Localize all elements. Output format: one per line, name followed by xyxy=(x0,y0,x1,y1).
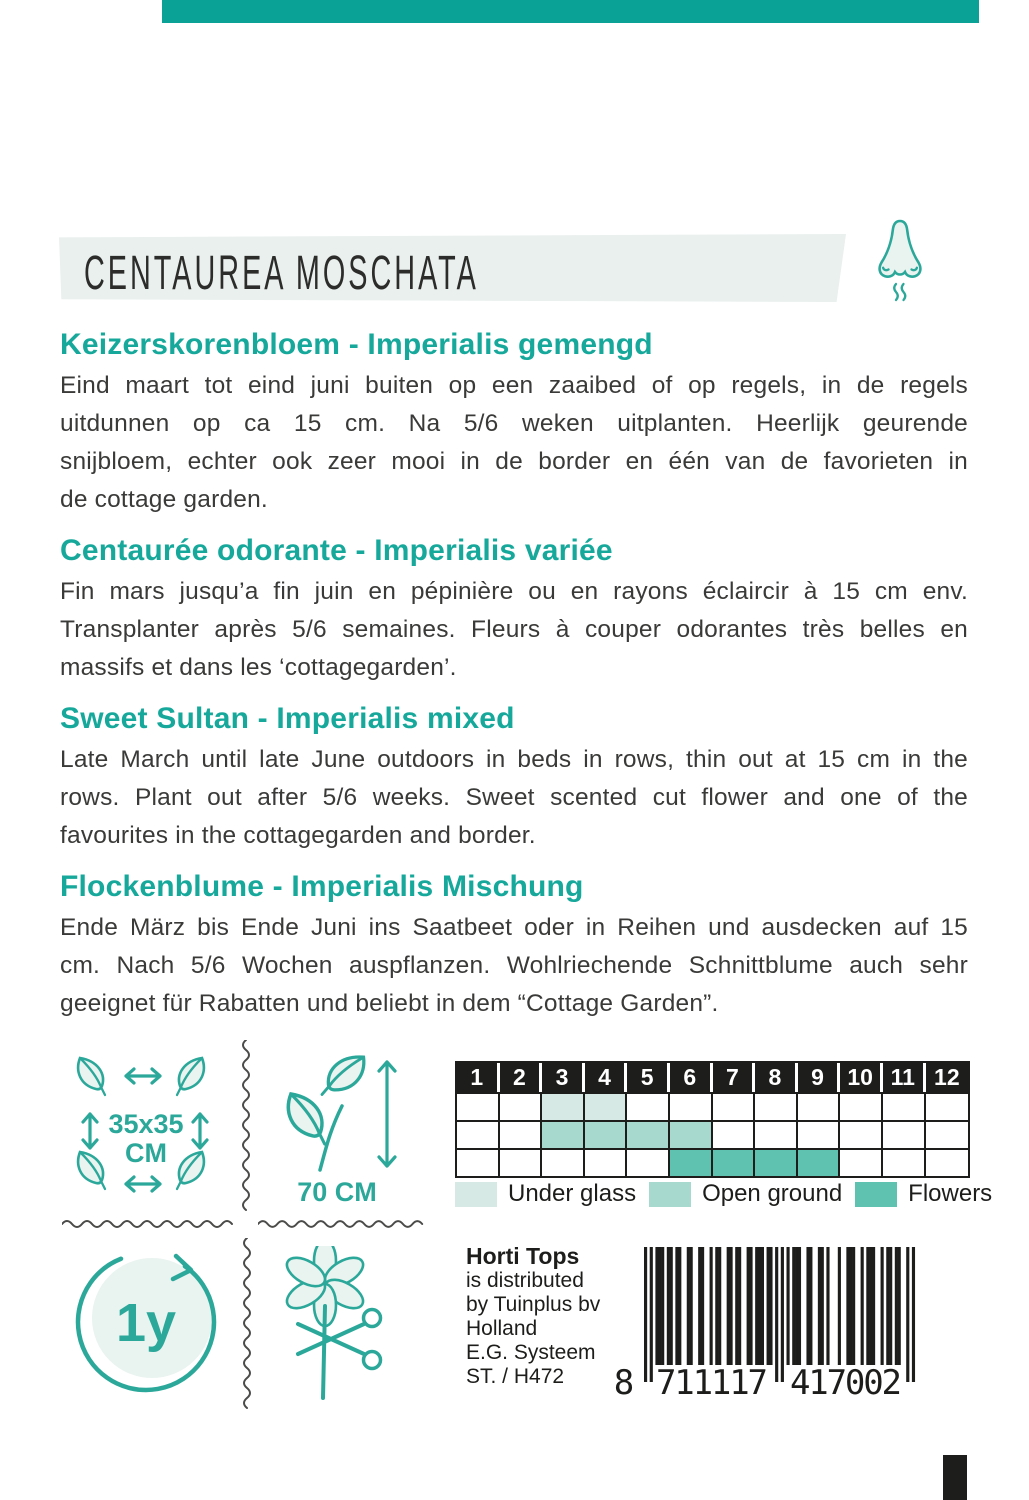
barcode-bar xyxy=(886,1247,889,1365)
spacing-label xyxy=(100,1110,192,1168)
barcode-bar xyxy=(826,1247,829,1365)
legend-item xyxy=(649,1180,842,1208)
barcode-bar xyxy=(755,1247,758,1365)
barcode-bar xyxy=(730,1247,733,1365)
calendar-month-header-cell: 6 xyxy=(670,1063,713,1092)
divider-wavy-vertical-2 xyxy=(241,1238,253,1420)
description-section-en xyxy=(60,700,968,855)
calendar-month-header-cell: 11 xyxy=(883,1063,926,1092)
barcode-bar xyxy=(690,1247,693,1365)
calendar-cell xyxy=(926,1092,969,1120)
body-line: massifs et dans les ‘cottagegarden’. xyxy=(60,654,457,681)
annual-cycle-label: 1y xyxy=(115,1293,177,1353)
barcode-bar xyxy=(787,1247,790,1365)
top-accent-bar xyxy=(162,0,979,23)
barcode-bar xyxy=(644,1247,647,1382)
calendar-cell xyxy=(585,1148,628,1176)
barcode-bar xyxy=(889,1247,892,1365)
calendar-cell xyxy=(457,1092,500,1120)
barcode-bar xyxy=(767,1247,770,1365)
corner-print-mark xyxy=(943,1455,967,1500)
calendar-cell xyxy=(798,1148,841,1176)
calendar-cell xyxy=(670,1148,713,1176)
distributor-name: Horti Tops xyxy=(466,1243,580,1269)
barcode-bar xyxy=(881,1247,884,1365)
calendar-month-header-cell: 1 xyxy=(457,1063,500,1092)
spacing-value: 35x35 xyxy=(108,1109,184,1139)
page-title: CENTAUREA MOSCHATA xyxy=(84,247,479,300)
calendar-cell xyxy=(798,1092,841,1120)
barcode-bar xyxy=(912,1247,915,1382)
calendar-cell xyxy=(840,1148,883,1176)
calendar-cell xyxy=(755,1092,798,1120)
distributor-line: Holland xyxy=(466,1317,538,1340)
barcode-bar xyxy=(866,1247,869,1365)
barcode-bar xyxy=(775,1247,778,1382)
calendar-cell xyxy=(798,1120,841,1148)
section-heading: Centaurée odorante - Imperialis variée xyxy=(60,534,613,567)
body-line: favourites in the cottagegarden and border. xyxy=(60,822,536,849)
barcode-bar xyxy=(727,1247,730,1365)
calendar-cell xyxy=(542,1148,585,1176)
legend-swatch xyxy=(855,1182,897,1207)
calendar-month-header-cell: 2 xyxy=(500,1063,543,1092)
body-line: Late March until late June outdoors in beds in rows, thin out at 15 cm in the xyxy=(60,746,968,773)
calendar-legend xyxy=(455,1180,1005,1208)
barcode-bar xyxy=(792,1247,795,1365)
barcode-bar xyxy=(687,1247,690,1365)
calendar-cell xyxy=(457,1148,500,1176)
body-line: snijbloem, echter ook zeer mooi in de border en één van de favorieten in xyxy=(60,448,968,475)
legend-label: Open ground xyxy=(702,1180,843,1207)
legend-item xyxy=(855,1180,992,1208)
calendar-cell xyxy=(713,1148,756,1176)
barcode xyxy=(610,1247,922,1399)
section-heading: Flockenblume - Imperialis Mischung xyxy=(60,870,584,903)
calendar-cell xyxy=(755,1148,798,1176)
barcode-bar xyxy=(655,1247,658,1365)
calendar-month-header-cell: 10 xyxy=(840,1063,883,1092)
body-line: cm. Nach 5/6 Wochen auspflanzen. Wohlriechende Schnittblume auch sehr xyxy=(60,952,968,979)
distributor-line: ST. / H472 xyxy=(466,1365,565,1388)
barcode-bar xyxy=(761,1247,764,1365)
calendar-cell xyxy=(670,1120,713,1148)
legend-label: Under glass xyxy=(508,1180,637,1207)
barcode-bar xyxy=(670,1247,673,1365)
body-line: Ende März bis Ende Juni ins Saatbeet oder in Reihen und ausdecken auf 15 xyxy=(60,914,968,941)
barcode-bar xyxy=(675,1247,678,1365)
body-line: de cottage garden. xyxy=(60,486,268,513)
barcode-bar xyxy=(758,1247,761,1365)
calendar-cell xyxy=(457,1120,500,1148)
body-line: geeignet für Rabatten und beliebt in dem “Cottage Garden”. xyxy=(60,990,719,1017)
calendar-cell xyxy=(883,1092,926,1120)
barcode-bar xyxy=(718,1247,721,1365)
barcode-bar xyxy=(710,1247,713,1365)
calendar-cell xyxy=(500,1120,543,1148)
barcode-bar xyxy=(895,1247,898,1365)
calendar-month-header-cell: 4 xyxy=(585,1063,628,1092)
description-section-nl xyxy=(60,326,968,519)
barcode-bar xyxy=(861,1247,864,1365)
calendar-cell xyxy=(585,1092,628,1120)
legend-swatch xyxy=(455,1182,497,1207)
height-label: 70 CM xyxy=(297,1177,377,1207)
calendar-cell xyxy=(627,1120,670,1148)
calendar-cell xyxy=(713,1120,756,1148)
calendar-cell xyxy=(840,1092,883,1120)
sowing-calendar xyxy=(455,1061,970,1178)
distributor-line: is distributed xyxy=(466,1269,584,1292)
barcode-bar xyxy=(906,1247,909,1382)
barcode-bar xyxy=(898,1247,901,1365)
body-line: rows. Plant out after 5/6 weeks. Sweet scented cut flower and one of the xyxy=(60,784,968,811)
barcode-bar xyxy=(806,1247,809,1365)
calendar-month-header-cell: 12 xyxy=(926,1063,969,1092)
barcode-bar xyxy=(838,1247,841,1365)
calendar-month-header-cell: 9 xyxy=(798,1063,841,1092)
calendar-cell xyxy=(670,1092,713,1120)
spacing-unit: CM xyxy=(125,1138,167,1168)
barcode-bar xyxy=(661,1247,664,1365)
barcode-bar xyxy=(849,1247,852,1365)
barcode-bar xyxy=(852,1247,855,1365)
description-sections xyxy=(60,326,968,1036)
barcode-bar xyxy=(821,1247,824,1365)
distributor-info xyxy=(466,1243,600,1389)
cut-flower-icon xyxy=(278,1246,388,1416)
calendar-cell xyxy=(500,1092,543,1120)
calendar-cell xyxy=(627,1092,670,1120)
calendar-cell xyxy=(542,1092,585,1120)
calendar-month-header-cell: 7 xyxy=(713,1063,756,1092)
barcode-bar xyxy=(735,1247,738,1365)
barcode-bar xyxy=(869,1247,872,1365)
description-section-fr xyxy=(60,532,968,687)
barcode-bar xyxy=(715,1247,718,1365)
barcode-bar xyxy=(678,1247,681,1365)
calendar-cell xyxy=(627,1148,670,1176)
barcode-bar xyxy=(872,1247,875,1365)
barcode-bar xyxy=(667,1247,670,1365)
distributor-line: E.G. Systeem xyxy=(466,1341,596,1364)
plant-height-icon xyxy=(270,1050,400,1180)
scent-nose-icon xyxy=(870,218,930,320)
barcode-bar xyxy=(781,1247,784,1382)
calendar-cell xyxy=(883,1120,926,1148)
calendar-cell xyxy=(500,1148,543,1176)
section-heading: Keizerskorenbloem - Imperialis gemengd xyxy=(60,328,653,361)
barcode-bar xyxy=(738,1247,741,1365)
divider-wavy-horizontal-2 xyxy=(258,1218,428,1230)
description-section-de xyxy=(60,868,968,1023)
legend-swatch xyxy=(649,1182,691,1207)
calendar-cell xyxy=(585,1120,628,1148)
divider-wavy-vertical-1 xyxy=(240,1040,252,1222)
divider-wavy-horizontal-1 xyxy=(62,1218,238,1230)
calendar-month-header-cell: 5 xyxy=(627,1063,670,1092)
barcode-bar xyxy=(818,1247,821,1365)
calendar-cell xyxy=(926,1148,969,1176)
barcode-bar xyxy=(846,1247,849,1365)
barcode-bar xyxy=(795,1247,798,1365)
barcode-bar xyxy=(701,1247,704,1365)
calendar-cell xyxy=(926,1120,969,1148)
body-line: Fin mars jusqu’a fin juin en pépinière ou en rayons éclaircir à 15 cm env. xyxy=(60,578,968,605)
barcode-digit-left: 8 xyxy=(613,1363,635,1399)
calendar-cell xyxy=(713,1092,756,1120)
barcode-bar xyxy=(798,1247,801,1365)
calendar-cell xyxy=(840,1120,883,1148)
barcode-group-right: 417002 xyxy=(790,1363,902,1399)
barcode-bar xyxy=(650,1247,653,1382)
calendar-cell xyxy=(542,1120,585,1148)
body-line: Eind maart tot eind juni buiten op een zaaibed of op regels, in de regels xyxy=(60,372,968,399)
barcode-bar xyxy=(749,1247,752,1365)
section-heading: Sweet Sultan - Imperialis mixed xyxy=(60,702,515,735)
legend-item xyxy=(455,1180,636,1208)
barcode-bar xyxy=(809,1247,812,1365)
barcode-bar xyxy=(658,1247,661,1365)
body-line: Transplanter après 5/6 semaines. Fleurs à couper odorantes très belles en xyxy=(60,616,968,643)
barcode-bar xyxy=(747,1247,750,1365)
barcode-bar xyxy=(698,1247,701,1365)
distributor-line: by Tuinplus bv xyxy=(466,1293,601,1316)
calendar-month-header-cell: 8 xyxy=(755,1063,798,1092)
calendar-cell xyxy=(755,1120,798,1148)
barcode-bars xyxy=(644,1247,915,1382)
barcode-group-left: 711117 xyxy=(656,1363,768,1399)
legend-label: Flowers xyxy=(908,1180,993,1207)
calendar-month-header-cell: 3 xyxy=(542,1063,585,1092)
barcode-bar xyxy=(769,1247,772,1365)
body-line: uitdunnen op ca 15 cm. Na 5/6 weken uitplanten. Heerlijk geurende xyxy=(60,410,968,437)
calendar-cell xyxy=(883,1148,926,1176)
